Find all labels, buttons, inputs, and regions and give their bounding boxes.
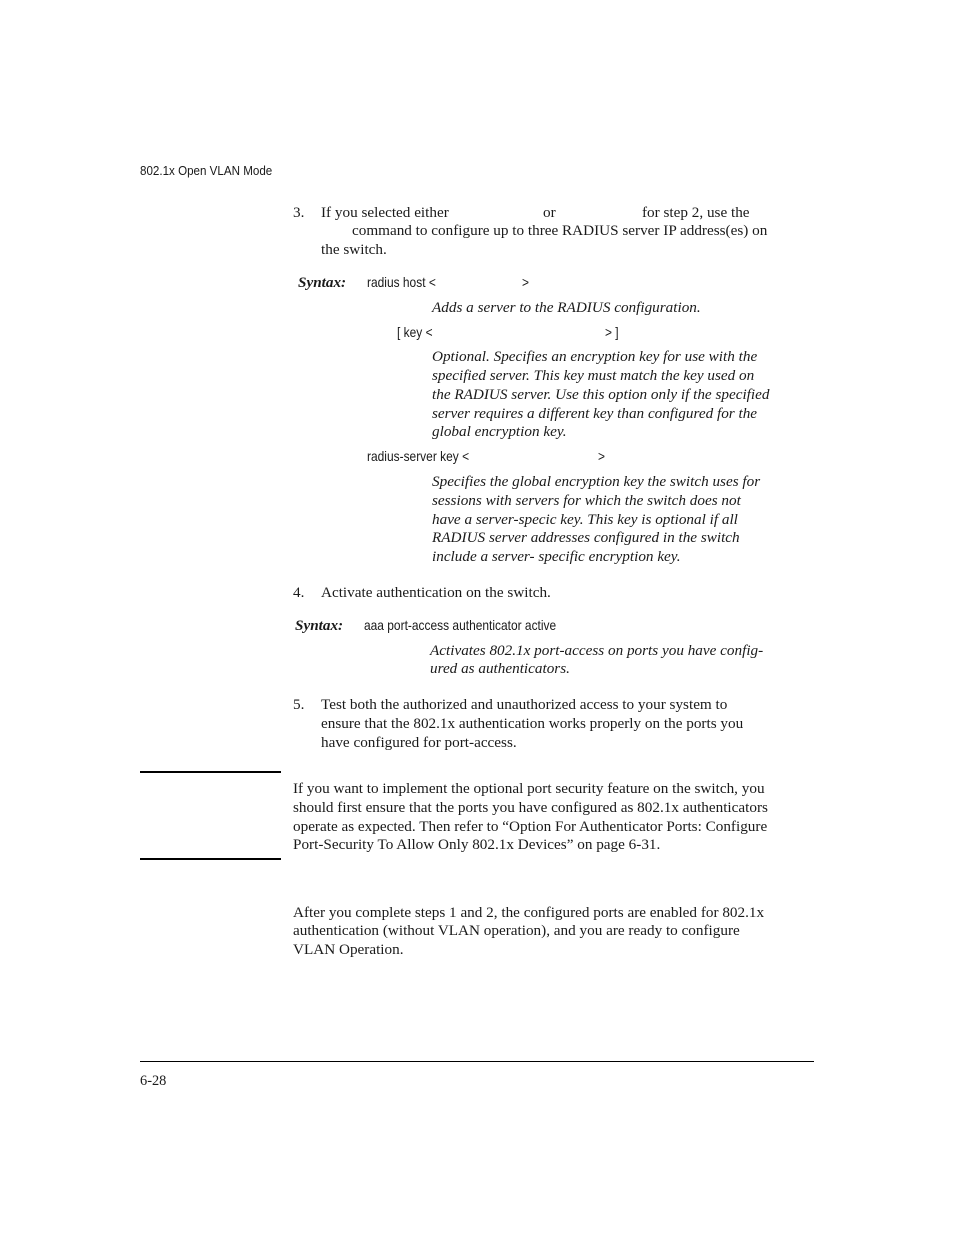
syntax-description: include a server- specific encryption key. <box>432 548 681 565</box>
syntax-command: > <box>522 275 529 290</box>
step-text: have configured for port-access. <box>321 734 517 751</box>
step-text: or <box>543 204 556 221</box>
syntax-description: Specifies the global encryption key the switch uses for <box>432 473 761 490</box>
paragraph-text: After you complete steps 1 and 2, the configured ports are enabled for 802.1x <box>293 904 765 921</box>
syntax-description: ured as authenticators. <box>430 660 570 677</box>
syntax-option: [ key < <box>397 325 433 340</box>
step-number: 3. <box>293 204 305 221</box>
step-number: 4. <box>293 584 305 601</box>
syntax-description: specified server. This key must match the key used on <box>432 367 755 384</box>
syntax-option: > ] <box>605 325 619 340</box>
note-text: should first ensure that the ports you have configured as 802.1x authenticators <box>293 799 768 816</box>
syntax-description: have a server-specic key. This key is optional if all <box>432 511 738 528</box>
note-text: Port-Security To Allow Only 802.1x Devices” on page 6-31. <box>293 836 661 853</box>
footer-rule <box>140 1061 814 1062</box>
syntax-command: aaa port-access authenticator active <box>364 618 557 633</box>
paragraph-text: VLAN Operation. <box>293 941 404 958</box>
note-text: operate as expected. Then refer to “Option For Authenticator Ports: Configure <box>293 818 768 835</box>
step-text: If you selected either <box>321 204 449 221</box>
step-text: Test both the authorized and unauthorized access to your system to <box>321 696 728 713</box>
syntax-command: radius host < <box>367 275 436 290</box>
syntax-description: the RADIUS server. Use this option only if the specified <box>432 386 770 403</box>
syntax-command: > <box>598 449 605 464</box>
step-text: command to configure up to three RADIUS server IP address(es) on <box>352 222 768 239</box>
step-number: 5. <box>293 696 305 713</box>
syntax-description: RADIUS server addresses configured in the switch <box>432 529 740 546</box>
step-text: for step 2, use the <box>642 204 750 221</box>
syntax-description: Adds a server to the RADIUS configuration. <box>432 299 701 316</box>
step-text: ensure that the 802.1x authentication works properly on the ports you <box>321 715 744 732</box>
note-text: If you want to implement the optional port security feature on the switch, you <box>293 780 765 797</box>
syntax-description: server requires a different key than configured for the <box>432 405 758 422</box>
note-bottom-rule <box>140 858 281 860</box>
page-number: 6-28 <box>140 1073 167 1089</box>
syntax-description: Activates 802.1x port-access on ports you have config- <box>430 642 764 659</box>
running-header: 802.1x Open VLAN Mode <box>140 163 273 178</box>
syntax-description: global encryption key. <box>432 423 567 440</box>
note-top-rule <box>140 771 281 773</box>
step-text: the switch. <box>321 241 387 258</box>
syntax-description: sessions with servers for which the switch does not <box>432 492 741 509</box>
step-text: Activate authentication on the switch. <box>321 584 551 601</box>
syntax-command: radius-server key < <box>367 449 470 464</box>
syntax-label: Syntax: <box>295 617 344 634</box>
syntax-description: Optional. Specifies an encryption key for use with the <box>432 348 758 365</box>
syntax-label: Syntax: <box>298 274 347 291</box>
paragraph-text: authentication (without VLAN operation), and you are ready to configure <box>293 922 740 939</box>
